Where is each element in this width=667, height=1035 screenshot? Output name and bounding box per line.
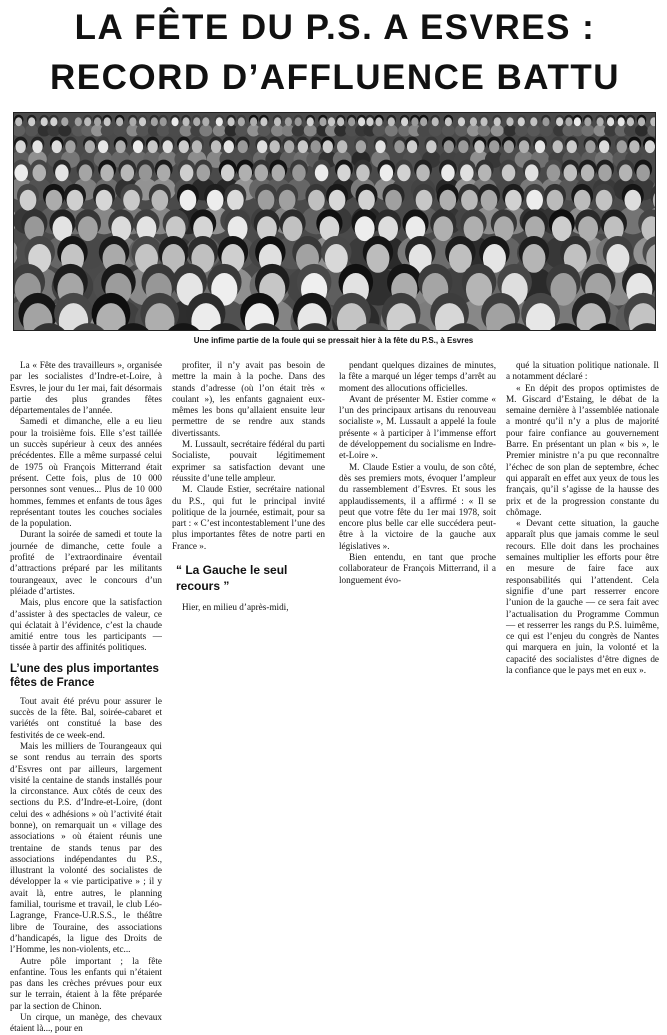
paragraph: Hier, en milieu d’après-midi, [182,602,289,613]
paragraph: Tout avait été prévu pour assurer le succès de la fête. Bal, soirée-cabaret et variétés ont constitué la base des festivités de ce week-end. [10,695,162,740]
paragraph: M. Lussault, secrétaire fédéral du parti Socialiste, pouvait légitimement exprimer sa satisfaction devant une réussite d’une telle ampleur. [172,439,325,483]
paragraph: Un cirque, un manège, des chevaux étaient là..., pour en [10,1012,162,1034]
paragraph: « Devant cette situation, la gauche apparaît plus que jamais comme le seul recours. Elle doit dans les prochaines semaines multiplier les efforts pour être en mesure de faire face aux responsabilités qui l’attendent. Cela signifie d’une part resserrer encore l’union de la gauche — ce sera fait avec l’actualisation du Programme Commun — et resserrer les rangs du P.S. luimême, ce qui est l’enjeu du congrès de Nantes qui marquera en juin, la volonté et la capacité des socialistes d’être dignes de la confiance que le pays met en eux ». [506,518,659,676]
paragraph: Autre pôle important ; la fête enfantine. Tous les enfants qui n’étaient pas dans les crèches prévues pour eux sur le terrain, étaient à la fête préparée par la section de Chinon. [10,955,162,1011]
paragraph: La « Fête des travailleurs », organisée par les socialistes d’Indre-et-Loire, à Esvres, le jour du 1er mai, fait désormais partie des plus grandes fêtes départementales de l’année. [10,360,162,416]
article-column-1 [10,360,162,1035]
subheading: “ La Gauche le seul recours ” [176,563,288,594]
crowd-photo [13,112,656,331]
headline-line-1: LA FÊTE DU P.S. A ESVRES : [74,8,596,47]
paragraph: « En dépit des propos optimistes de M. Giscard d’Estaing, le débat de la semaine dernière à l’assemblée nationale a montré qu’il n’y a plus de majorité pour faire confiance au gouvernement Barre. En présentant un plan « bis », le Premier ministre n’a pu que reconnaître l’échec de son plan de septembre, échec qui apparaît en effet aux yeux de tous les français, qu’il s’agisse de la hausse des prix et de la progression constante du chômage. [506,382,659,517]
article-column-3 [339,360,496,586]
paragraph: pendant quelques dizaines de minutes, la fête a marqué un léger temps d’arrêt au moment des allocutions officielles. [339,360,496,393]
photo-caption: Une infime partie de la foule qui se pressait hier à la fête du P.S., à Esvres [193,336,474,345]
crowd-photo-icon [14,113,655,330]
paragraph: Avant de présenter M. Estier comme « l’un des principaux artisans du renouveau socialiste », M. Lussault a appelé la foule présente « à participer à l’immense effort de développement du socialisme en Indre-et-Loire ». [339,393,496,461]
paragraph: Mais les milliers de Tourangeaux qui se sont rendus au terrain des sports d’Esvres ont par ailleurs, largement visité la centaine de stands installés pour la circonstance. Aux côtés de ceux des sections du P.S. d’Indre-et-Loire, (dont celui des « adhésions » où l’activité était bonne), on remarquait un « village des associations » où étaient réunis une trentaine de stands tenus par des associations indépendantes du P.S., illustrant la volonté des socialistes de développer la « vie participative » ; il y avait là, entre autres, le planning familial, tourisme et travail, le club Léo-Lagrange, France-U.R.S.S., le théâtre libre de Touraine, des associations d’handicapés, la ligue des Droits de l’Homme, les non-violents, etc... [10,740,162,955]
paragraph: Durant la soirée de samedi et toute la journée de dimanche, cette foule a profité de l’extraordinaire éventail d’attractions préparé par les militants tourangeaux, avec le concours d’un pléiade d’artistes. [10,529,162,596]
subheading: L’une des plus importantes fêtes de France [10,662,159,689]
paragraph: M. Claude Estier, secrétaire national du P.S., qui fut le principal invité politique de la journée, estimait, pour sa part : « C’est incontestablement l’une des plus importantes fêtes de notre parti en France ». [172,484,325,551]
headline-line-2: RECORD D’AFFLUENCE BATTU [49,58,621,97]
article-column-4 [506,360,659,676]
paragraph: Bien entendu, en tant que proche collaborateur de François Mitterrand, il a longuement évo- [339,552,496,585]
article-column-2 [172,360,325,613]
paragraph: Samedi et dimanche, elle a eu lieu pour la troisième fois. Elle s’est taillée un succès supérieur à ceux des années précédentes. Elle a même surpassé celui de 1975 où François Mitterrand était présent. Cette fois, plus de 10 000 personnes sont venues... Plus de 10 000 hommes, femmes et enfants de tous âges représentant toutes les couches sociales de la population. [10,416,162,529]
paragraph: qué la situation politique nationale. Il a notamment déclaré : [506,360,659,382]
paragraph: Mais, plus encore que la satisfaction d’assister à des spectacles de valeur, ce qui éclatait à l’évidence, c’est la chaude amitié entre tous les participants — tissée à partir des affinités politiques. [10,597,162,653]
paragraph: profiter, il n’y avait pas besoin de mettre la main à la poche. Dans des stands d’adresse (où l’on était très « coulant »), les enfants gagnaient eux-mêmes les bons qu’allaient ensuite leur permettre de se rendre aux stands divertissants. [172,360,325,438]
paragraph: M. Claude Estier a voulu, de son côté, dès ses premiers mots, évoquer l’ampleur du rassemblement d’Esvres. Et sous les applaudissements, il a affirmé : « Il se peut que votre fête du 1er mai 1978, soit encore plus belle car elle succédera peut-être à la victoire de la gauche aux législatives ». [339,461,496,551]
